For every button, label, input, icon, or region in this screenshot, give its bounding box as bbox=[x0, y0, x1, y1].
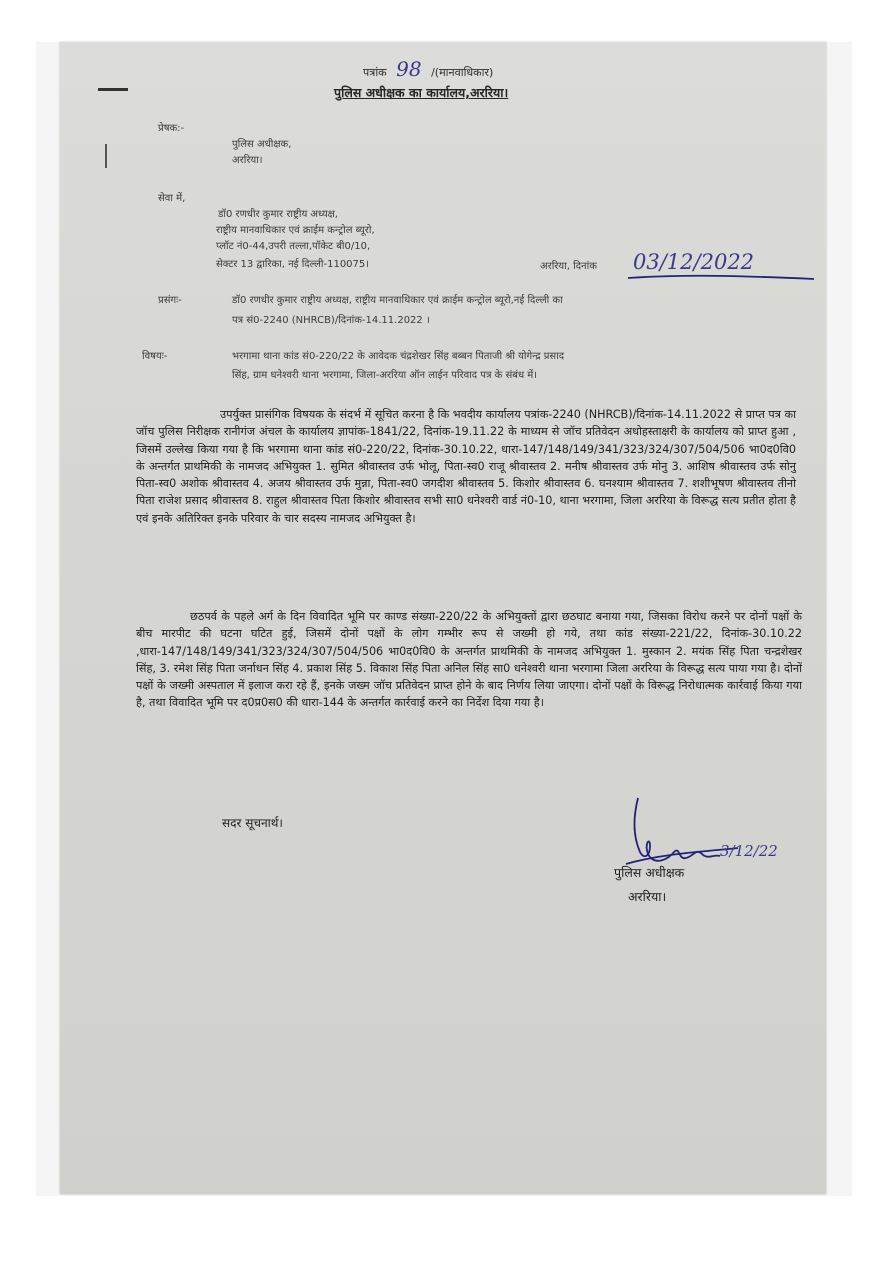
date-label: अररिया, दिनांक bbox=[540, 261, 597, 272]
reference-label: प्रसंगः- bbox=[158, 295, 182, 306]
recipient-line-1: डॉ0 रणधीर कुमार राष्ट्रीय अध्यक्ष, bbox=[218, 209, 338, 220]
recipient-line-4: सेक्टर 13 द्वारिका, नई दिल्ली-110075। bbox=[216, 259, 370, 270]
edge-mark bbox=[98, 88, 128, 91]
subject-line-1: भरगामा थाना कांड सं0-220/22 के आवेदक चंद्रशेखर सिंह बब्बन पिताजी श्री योगेन्द्र प्रसाद bbox=[232, 351, 565, 362]
signatory-title: पुलिस अधीक्षक bbox=[614, 865, 685, 880]
body-paragraph-1: उपर्युक्त प्रासंगिक विषयक के संदर्भ में सूचित करना है कि भवदीय कार्यालय पत्रांक-2240 (NHRCB)/दिनांक-14.11.2022 से प्राप्त पत्र का जॉच पुलिस निरीक्षक रानीगंज अंचल के कार्यालय ज्ञापांक-1841/22, दिनांक-19.11.22 के माध्यम से जॉच प्रतिवेदन अधोहस्ताक्षरी के कार्यालय को प्राप्त हुआ , जिसमें उल्लेख किया गया है कि भरगामा थाना कांड सं0-220/22, दिनांक-30.10.22, धारा-147/148/149/341/323/324/307/504/506 भा0द0वि0 के अन्तर्गत प्राथमिकी के नामजद अभियुक्त 1. सुमित श्रीवास्तव उर्फ भोलू, पिता-स्व0 राजू श्रीवास्तव 2. मनीष श्रीवास्तव उर्फ मोनु 3. आशिष श्रीवास्तव उर्फ सोनु पिता-स्व0 अशोक श्रीवास्तव 4. अजय श्रीवास्तव उर्फ मुन्ना, पिता-स्व0 जगदीश श्रीवास्तव 5. किशोर श्रीवास्तव 6. घनश्याम श्रीवास्तव 7. शशीभूषण श्रीवास्तव तीनो पिता राजेश प्रसाद श्रीवास्तव 8. राहुल श्रीवास्तव पिता किशोर श्रीवास्तव सभी सा0 धनेश्वरी वार्ड नं0-10, थाना भरगामा, जिला अररिया के विरूद्ध सत्य प्रतीत होता है एवं इनके अतिरिक्त इनके परिवार के चार सदस्य नामजद अभियुक्त है। bbox=[136, 408, 796, 525]
subject-label: विषयः- bbox=[142, 351, 168, 362]
signature-date: 3/12/22 bbox=[720, 842, 778, 860]
recipient-label: सेवा में, bbox=[158, 193, 186, 204]
letter-number-label: पत्रांक bbox=[363, 66, 387, 79]
subject-line-2: सिंह, ग्राम धनेश्वरी थाना भरगामा, जिला-अररिया ऑन लाईन परिवाद पत्र के संबंध में। bbox=[232, 370, 538, 381]
department-label: /(मानवाधिकार) bbox=[431, 66, 494, 79]
signatory-place: अररिया। bbox=[628, 889, 667, 904]
edge-mark bbox=[105, 144, 107, 168]
recipient-line-3: प्लॉट नं0-44,उपरी तल्ला,पॉकेट बी0/10, bbox=[216, 241, 371, 252]
date-value: 03/12/2022 bbox=[633, 250, 755, 274]
reference-line-1: डॉ0 रणधीर कुमार राष्ट्रीय अध्यक्ष, राष्ट्रीय मानवाधिकार एवं क्राईम कन्ट्रोल ब्यूरो,नई दिल्ली का bbox=[232, 295, 563, 306]
sender-line-2: अररिया। bbox=[232, 155, 263, 166]
body-paragraph-2: छठपर्व के पहले अर्ग के दिन विवादित भूमि पर काण्ड संख्या-220/22 के अभियुक्तों द्वारा छठघाट बनाया गया, जिसका विरोध करने पर दोनों पक्षों के बीच मारपीट की घटना घटित हुई, जिसमें दोनों पक्षों के लोग गम्भीर रूप से जख्मी हो गये, तथा कांड संख्या-221/22, दिनांक-30.10.22 ,धारा-147/148/149/341/323/324/307/504/506 भा0द0वि0 के अन्तर्गत प्राथमिकी के नामजद अभियुक्त 1. मुस्कान 2. मयंक सिंह पिता चन्द्रशेखर सिंह, 3. रमेश सिंह पिता जर्नाधन सिंह 4. प्रकाश सिंह 5. विकाश सिंह पिता अनिल सिंह सा0 धनेश्वरी थाना भरगामा जिला अररिया के विरूद्ध सत्य पाया गया है। दोनों पक्षों के जख्मी अस्पताल में इलाज करा रहे हैं, इनके जख्म जॉच प्रतिवेदन प्राप्त होने के बाद निर्णय लिया जाएगा। दोनों पक्षों के विरूद्ध निरोधात्मक कार्रवाई किया गया है, तथा विवादित भूमि पर द0प्र0स0 की धारा-144 के अन्तर्गत कार्रवाई करने का निर्देश दिया गया है। bbox=[136, 610, 802, 710]
office-title: पुलिस अधीक्षक का कार्यालय,अररिया। bbox=[334, 85, 509, 100]
sender-line-1: पुलिस अधीक्षक, bbox=[232, 139, 292, 150]
letter-number bbox=[363, 57, 494, 81]
letter-page bbox=[60, 42, 826, 1194]
reference-line-2: पत्र सं0-2240 (NHRCB)/दिनांक-14.11.2022 । bbox=[232, 315, 430, 326]
letter-number-value: 98 bbox=[396, 57, 422, 81]
sender-label: प्रेषक:- bbox=[158, 123, 185, 134]
date-underline bbox=[626, 272, 816, 282]
closing-line: सदर सूचनार्थ। bbox=[222, 816, 283, 830]
recipient-line-2: राष्ट्रीय मानवाधिकार एवं क्राईम कन्ट्रोल ब्यूरो, bbox=[216, 225, 375, 236]
